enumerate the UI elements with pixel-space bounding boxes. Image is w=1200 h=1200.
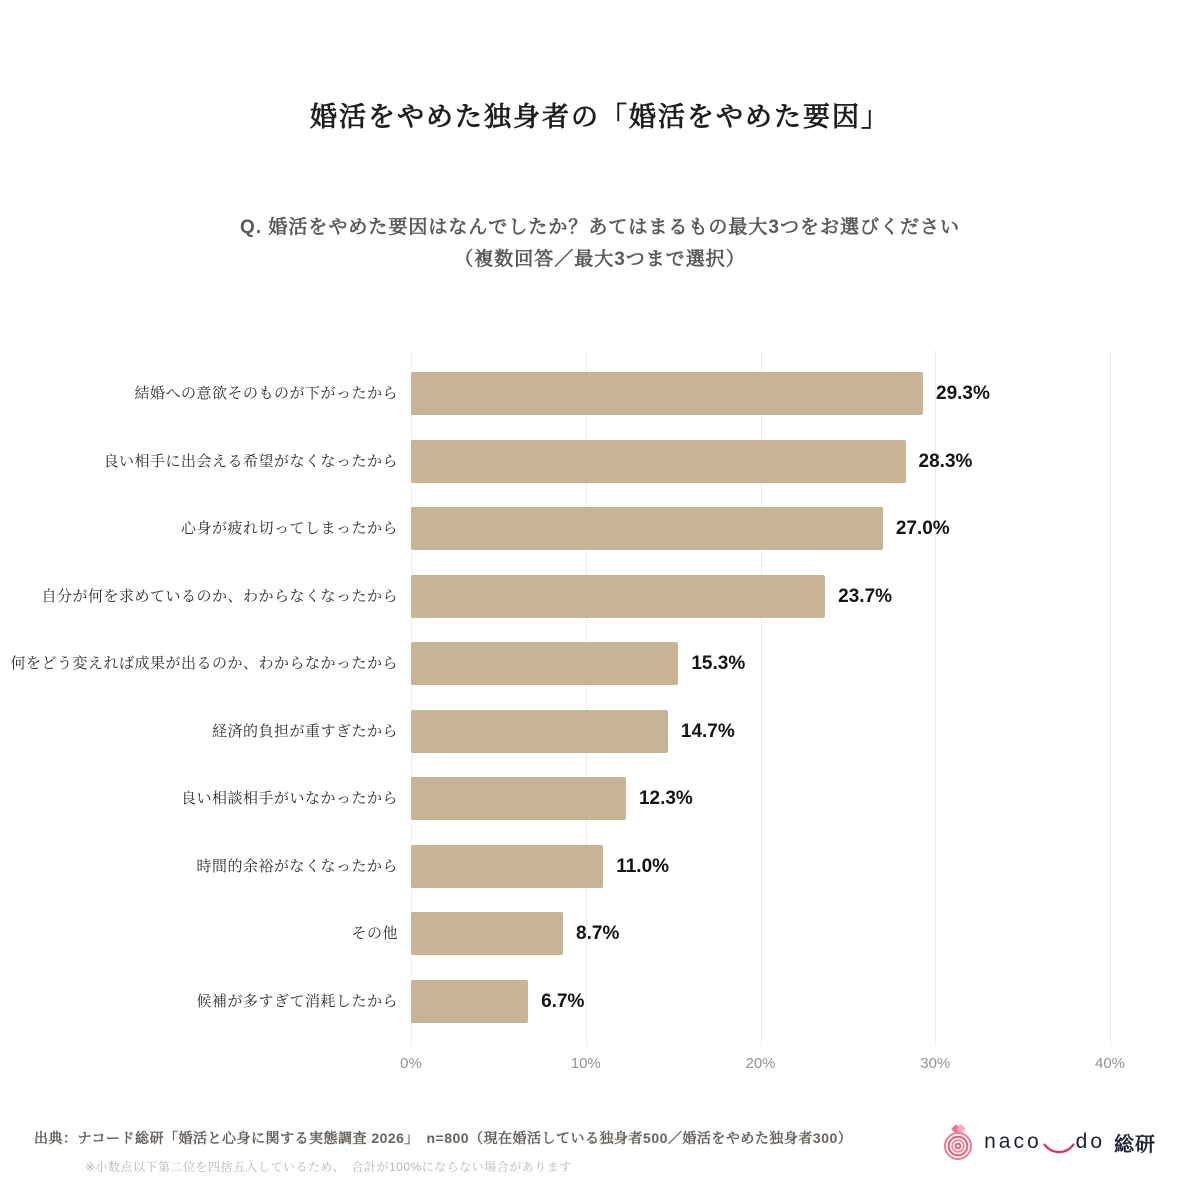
category-label: 良い相談相手がいなかったから <box>180 790 398 808</box>
survey-question <box>0 212 1200 276</box>
value-label: 23.7% <box>838 585 893 607</box>
category-label: 心身が疲れ切ってしまったから <box>180 520 398 538</box>
bar-row <box>0 372 1200 415</box>
x-tick-label: 40% <box>1094 1055 1126 1072</box>
value-label: 14.7% <box>680 720 735 742</box>
x-tick-label: 30% <box>920 1055 951 1072</box>
category-label: 自分が何を求めているのか、わからなくなったから <box>41 587 398 605</box>
value-label: 28.3% <box>918 450 973 472</box>
logo-text-soken: 総研 <box>1114 1133 1156 1156</box>
bar-row <box>0 440 1200 483</box>
value-label: 12.3% <box>638 788 693 810</box>
bar-row <box>0 710 1200 753</box>
bar <box>411 440 906 483</box>
bar <box>411 710 668 753</box>
bar-row <box>0 777 1200 820</box>
bar <box>411 777 626 820</box>
category-label: 良い相手に出会える希望がなくなったから <box>103 452 398 470</box>
survey-question-line1: Q. 婚活をやめた要因はなんでしたか？あてはまるもの最大3つをお選びください <box>240 217 960 238</box>
value-label: 8.7% <box>576 923 620 945</box>
bar <box>411 642 678 685</box>
bar-row <box>0 980 1200 1023</box>
bar-row <box>0 507 1200 550</box>
logo-text-do: do <box>1075 1130 1105 1153</box>
bar-row <box>0 845 1200 888</box>
rounding-note: ※小数点以下第二位を四捨五入しているため、 合計が100%にならない場合があります <box>85 1160 572 1174</box>
bar <box>411 507 883 550</box>
nacodo-rings-icon <box>943 1123 973 1161</box>
bar-row <box>0 642 1200 685</box>
value-label: 29.3% <box>936 383 990 404</box>
bar <box>411 845 603 888</box>
category-label: 候補が多すぎて消耗したから <box>196 992 398 1010</box>
value-label: 11.0% <box>616 855 670 877</box>
page-title: 婚活をやめた独身者の「婚活をやめた要因」 <box>310 102 890 132</box>
bar-chart <box>0 350 1200 1090</box>
category-label: その他 <box>351 925 398 943</box>
source-note: 出典：ナコード総研「婚活と心身に関する実態調査 2026」 n=800（現在婚活している独身者500／婚活をやめた独身者300） <box>34 1130 853 1146</box>
bar <box>411 912 563 955</box>
survey-question-line2: （複数回答／最大3つまで選択） <box>454 249 746 270</box>
logo-smile-curve-icon <box>1043 1142 1075 1156</box>
logo-text-naco: naco <box>984 1130 1042 1153</box>
value-label: 15.3% <box>691 653 746 675</box>
value-label: 6.7% <box>541 990 585 1012</box>
bar-row <box>0 912 1200 955</box>
bar <box>411 980 528 1023</box>
bar-row <box>0 575 1200 618</box>
nacodo-logo <box>943 1120 1156 1164</box>
category-label: 何をどう変えれば成果が出るのか、わからなかったから <box>10 655 398 673</box>
category-label: 時間的余裕がなくなったから <box>196 857 398 875</box>
category-label: 経済的負担が重すぎたから <box>211 722 398 740</box>
x-tick-label: 10% <box>570 1055 601 1072</box>
bar <box>411 575 825 618</box>
x-tick-label: 20% <box>745 1055 776 1072</box>
value-label: 27.0% <box>895 518 950 540</box>
x-tick-label: 0% <box>400 1055 422 1072</box>
category-label: 結婚への意欲そのものが下がったから <box>134 385 398 402</box>
bar <box>411 372 923 415</box>
